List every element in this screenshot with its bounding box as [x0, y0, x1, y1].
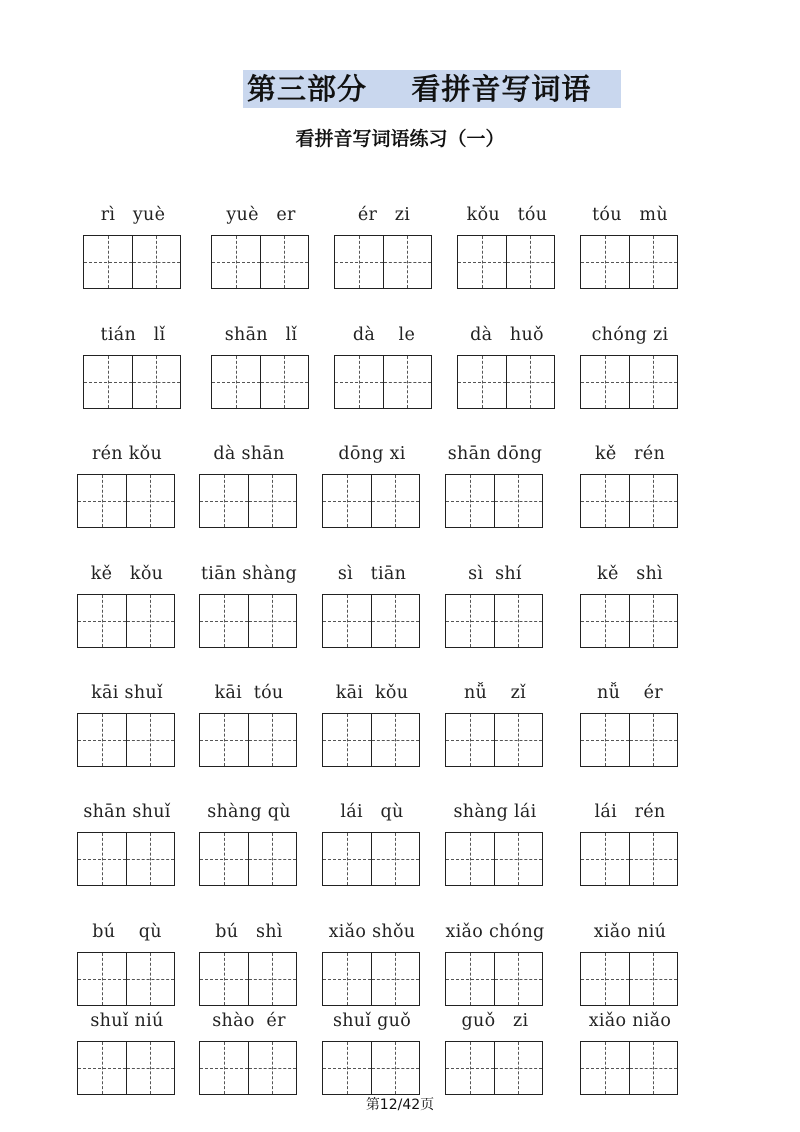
- writing-grid[interactable]: [580, 474, 678, 528]
- writing-grid[interactable]: [199, 1041, 297, 1095]
- character-cell[interactable]: [494, 953, 543, 1005]
- character-cell[interactable]: [248, 595, 297, 647]
- character-cell[interactable]: [446, 714, 494, 766]
- pinyin-label: dōng xi: [338, 444, 406, 464]
- character-cell[interactable]: [84, 236, 132, 288]
- character-cell[interactable]: [132, 356, 181, 408]
- writing-grid[interactable]: [199, 474, 297, 528]
- page-number: 第12/42页: [365, 1097, 435, 1113]
- pinyin-label: chóng zi: [591, 325, 669, 345]
- character-cell[interactable]: [323, 833, 371, 885]
- writing-grid[interactable]: [211, 355, 309, 409]
- character-cell[interactable]: [78, 833, 126, 885]
- writing-grid[interactable]: [580, 235, 678, 289]
- writing-grid[interactable]: [580, 594, 678, 648]
- pinyin-label: rén kǒu: [91, 444, 163, 464]
- writing-grid[interactable]: [580, 952, 678, 1006]
- pinyin-label: nǚ zǐ: [463, 683, 526, 703]
- character-cell[interactable]: [581, 595, 629, 647]
- writing-grid[interactable]: [77, 952, 175, 1006]
- character-cell[interactable]: [371, 475, 420, 527]
- character-cell[interactable]: [260, 356, 309, 408]
- pinyin-label: xiǎo chóng: [445, 922, 545, 942]
- character-cell[interactable]: [200, 475, 248, 527]
- writing-grid[interactable]: [457, 355, 555, 409]
- character-cell[interactable]: [581, 714, 629, 766]
- pinyin-label: shuǐ niú: [90, 1011, 164, 1031]
- pinyin-label: xiǎo niǎo: [588, 1011, 672, 1031]
- writing-grid[interactable]: [445, 1041, 543, 1095]
- writing-grid[interactable]: [334, 355, 432, 409]
- writing-grid[interactable]: [445, 474, 543, 528]
- character-cell[interactable]: [506, 356, 555, 408]
- character-cell[interactable]: [248, 1042, 297, 1094]
- character-cell[interactable]: [629, 236, 678, 288]
- pinyin-label: shàng lái: [453, 802, 537, 822]
- character-cell[interactable]: [629, 953, 678, 1005]
- pinyin-label: bú shì: [215, 922, 283, 942]
- pinyin-label: sì shí: [468, 564, 522, 584]
- pinyin-label: kāi shuǐ: [91, 683, 163, 703]
- character-cell[interactable]: [200, 833, 248, 885]
- writing-grid[interactable]: [445, 594, 543, 648]
- character-cell[interactable]: [446, 595, 494, 647]
- pinyin-label: shàng qù: [207, 802, 291, 822]
- character-cell[interactable]: [458, 236, 506, 288]
- writing-grid[interactable]: [445, 952, 543, 1006]
- writing-grid[interactable]: [199, 832, 297, 886]
- character-cell[interactable]: [78, 714, 126, 766]
- writing-grid[interactable]: [580, 713, 678, 767]
- character-cell[interactable]: [581, 1042, 629, 1094]
- character-cell[interactable]: [126, 714, 175, 766]
- writing-grid[interactable]: [77, 713, 175, 767]
- pinyin-label: tián lǐ: [100, 325, 166, 345]
- character-cell[interactable]: [446, 833, 494, 885]
- character-cell[interactable]: [323, 595, 371, 647]
- character-cell[interactable]: [248, 953, 297, 1005]
- character-cell[interactable]: [126, 1042, 175, 1094]
- pinyin-label: tóu mù: [592, 205, 668, 225]
- character-cell[interactable]: [581, 356, 629, 408]
- writing-grid[interactable]: [322, 474, 420, 528]
- character-cell[interactable]: [323, 714, 371, 766]
- character-cell[interactable]: [629, 475, 678, 527]
- pinyin-label: shào ér: [212, 1011, 286, 1031]
- character-cell[interactable]: [629, 833, 678, 885]
- writing-grid[interactable]: [322, 952, 420, 1006]
- exercise-title: 看拼音写词语练习（一）: [295, 128, 505, 150]
- pinyin-label: dà le: [352, 325, 416, 345]
- character-cell[interactable]: [323, 475, 371, 527]
- pinyin-label: nǚ ér: [597, 683, 663, 703]
- character-cell[interactable]: [629, 1042, 678, 1094]
- writing-grid[interactable]: [199, 952, 297, 1006]
- pinyin-label: xiǎo niú: [593, 922, 667, 942]
- character-cell[interactable]: [248, 475, 297, 527]
- writing-grid[interactable]: [83, 235, 181, 289]
- pinyin-label: shān lǐ: [224, 325, 298, 345]
- character-cell[interactable]: [581, 236, 629, 288]
- pinyin-label: kǒu tóu: [466, 205, 548, 225]
- character-cell[interactable]: [458, 356, 506, 408]
- pinyin-label: lái rén: [594, 802, 666, 822]
- pinyin-label: dà shān: [213, 444, 285, 464]
- character-cell[interactable]: [383, 236, 432, 288]
- character-cell[interactable]: [200, 1042, 248, 1094]
- pinyin-label: ér zi: [357, 205, 411, 225]
- character-cell[interactable]: [335, 356, 383, 408]
- writing-grid[interactable]: [445, 832, 543, 886]
- pinyin-label: rì yuè: [100, 205, 166, 225]
- pinyin-label: bú qù: [92, 922, 162, 942]
- writing-grid[interactable]: [322, 594, 420, 648]
- writing-grid[interactable]: [334, 235, 432, 289]
- character-cell[interactable]: [371, 1042, 420, 1094]
- pinyin-label: kāi tóu: [214, 683, 284, 703]
- pinyin-label: xiǎo shǒu: [328, 922, 416, 942]
- character-cell[interactable]: [200, 714, 248, 766]
- pinyin-label: shuǐ guǒ: [332, 1011, 412, 1031]
- character-cell[interactable]: [200, 953, 248, 1005]
- character-cell[interactable]: [371, 595, 420, 647]
- character-cell[interactable]: [446, 1042, 494, 1094]
- character-cell[interactable]: [212, 356, 260, 408]
- pinyin-label: shān dōng: [447, 444, 543, 464]
- character-cell[interactable]: [200, 595, 248, 647]
- writing-grid[interactable]: [457, 235, 555, 289]
- character-cell[interactable]: [84, 356, 132, 408]
- character-cell[interactable]: [132, 236, 181, 288]
- character-cell[interactable]: [629, 595, 678, 647]
- character-cell[interactable]: [581, 953, 629, 1005]
- pinyin-label: kě kǒu: [90, 564, 164, 584]
- character-cell[interactable]: [78, 475, 126, 527]
- character-cell[interactable]: [212, 236, 260, 288]
- character-cell[interactable]: [494, 833, 543, 885]
- writing-grid[interactable]: [580, 355, 678, 409]
- pinyin-label: guǒ zi: [461, 1011, 529, 1031]
- character-cell[interactable]: [78, 953, 126, 1005]
- writing-grid[interactable]: [77, 1041, 175, 1095]
- pinyin-label: dà huǒ: [470, 325, 544, 345]
- character-cell[interactable]: [506, 236, 555, 288]
- character-cell[interactable]: [323, 953, 371, 1005]
- writing-grid[interactable]: [77, 832, 175, 886]
- character-cell[interactable]: [383, 356, 432, 408]
- writing-grid[interactable]: [211, 235, 309, 289]
- pinyin-label: yuè er: [226, 205, 296, 225]
- pinyin-label: sì tiān: [337, 564, 407, 584]
- pinyin-label: kāi kǒu: [335, 683, 409, 703]
- writing-grid[interactable]: [199, 713, 297, 767]
- character-cell[interactable]: [78, 1042, 126, 1094]
- pinyin-label: kě shì: [597, 564, 663, 584]
- pinyin-label: lái qù: [340, 802, 404, 822]
- character-cell[interactable]: [494, 595, 543, 647]
- character-cell[interactable]: [371, 833, 420, 885]
- character-cell[interactable]: [248, 833, 297, 885]
- character-cell[interactable]: [581, 833, 629, 885]
- pinyin-label: tiān shàng: [200, 564, 298, 584]
- character-cell[interactable]: [371, 953, 420, 1005]
- character-cell[interactable]: [126, 953, 175, 1005]
- writing-grid[interactable]: [580, 1041, 678, 1095]
- character-cell[interactable]: [581, 475, 629, 527]
- pinyin-label: shān shuǐ: [83, 802, 171, 822]
- writing-grid[interactable]: [322, 713, 420, 767]
- character-cell[interactable]: [126, 595, 175, 647]
- character-cell[interactable]: [126, 833, 175, 885]
- writing-grid[interactable]: [445, 713, 543, 767]
- character-cell[interactable]: [248, 714, 297, 766]
- character-cell[interactable]: [335, 236, 383, 288]
- writing-grid[interactable]: [77, 474, 175, 528]
- character-cell[interactable]: [494, 1042, 543, 1094]
- character-cell[interactable]: [78, 595, 126, 647]
- character-cell[interactable]: [629, 714, 678, 766]
- character-cell[interactable]: [494, 475, 543, 527]
- section-title: 第三部分 看拼音写词语: [243, 70, 621, 108]
- character-cell[interactable]: [323, 1042, 371, 1094]
- pinyin-label: kě rén: [594, 444, 666, 464]
- character-cell[interactable]: [629, 356, 678, 408]
- writing-grid[interactable]: [77, 594, 175, 648]
- writing-grid[interactable]: [322, 832, 420, 886]
- character-cell[interactable]: [446, 475, 494, 527]
- character-cell[interactable]: [446, 953, 494, 1005]
- writing-grid[interactable]: [322, 1041, 420, 1095]
- writing-grid[interactable]: [580, 832, 678, 886]
- writing-grid[interactable]: [199, 594, 297, 648]
- writing-grid[interactable]: [83, 355, 181, 409]
- character-cell[interactable]: [260, 236, 309, 288]
- character-cell[interactable]: [494, 714, 543, 766]
- character-cell[interactable]: [371, 714, 420, 766]
- character-cell[interactable]: [126, 475, 175, 527]
